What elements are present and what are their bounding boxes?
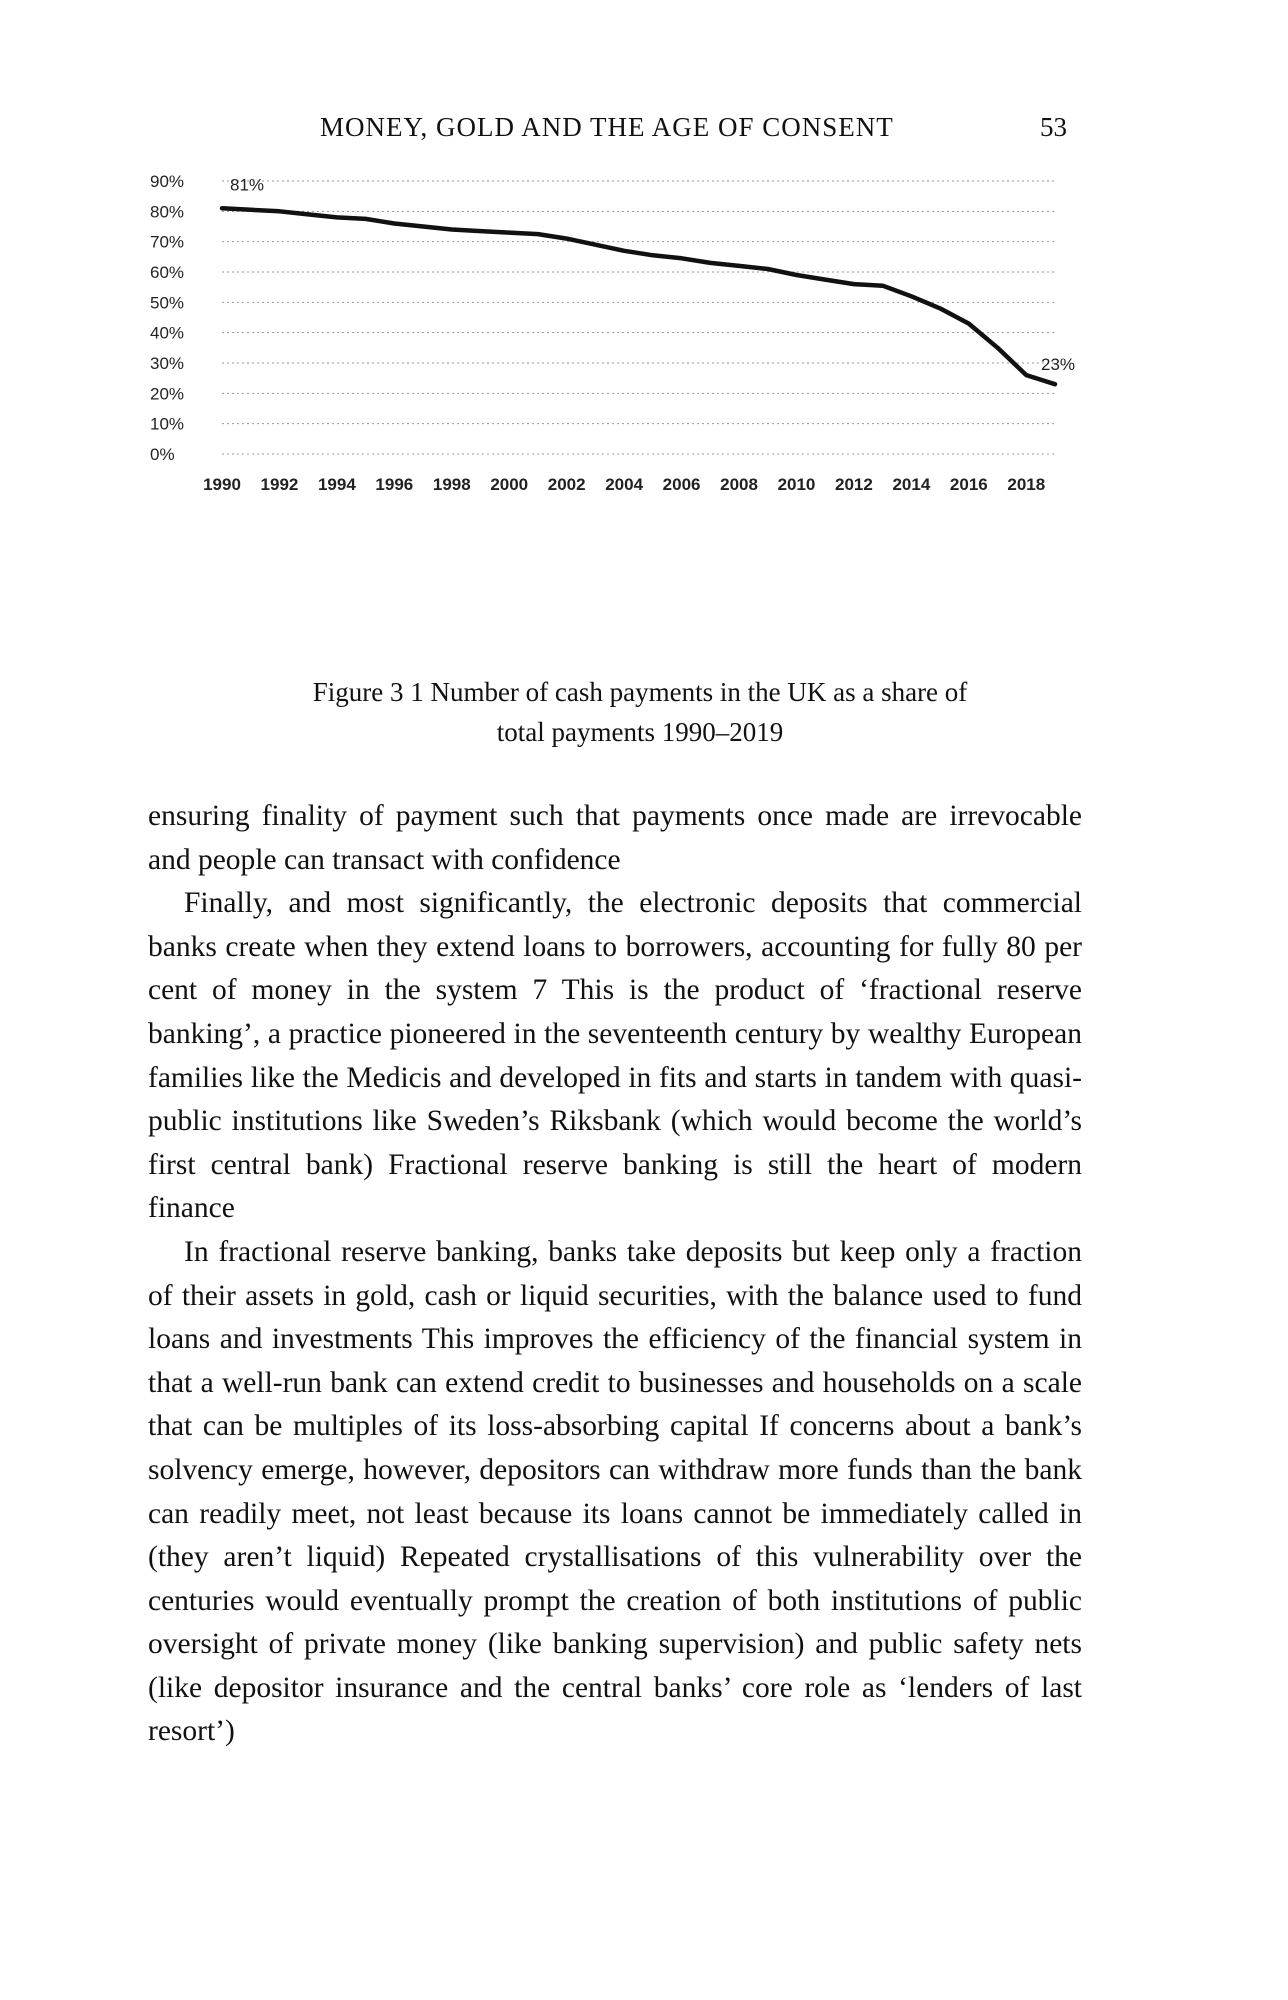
y-tick-label: 70% — [150, 232, 185, 252]
page-number: 53 — [1040, 112, 1067, 142]
running-title: MONEY, GOLD AND THE AGE OF CONSENT — [320, 112, 894, 142]
y-tick-label: 40% — [150, 323, 185, 343]
x-tick-label: 2012 — [835, 475, 873, 494]
body-text — [148, 795, 1082, 1754]
x-tick-label: 2004 — [605, 475, 644, 494]
paragraph-1: ensuring finality of payment such that payments once made are irrevocable and people can transact with confidence — [148, 800, 1082, 876]
x-tick-label: 2014 — [892, 475, 931, 494]
x-tick-label: 2008 — [720, 475, 758, 494]
annotation-label: 81% — [230, 175, 265, 195]
cash-payments-line-chart — [150, 165, 1080, 625]
figure-caption — [200, 672, 1080, 752]
running-head — [0, 112, 1288, 152]
chart-gridlines — [222, 181, 1055, 454]
annotation-label: 23% — [1041, 355, 1076, 375]
y-tick-label: 20% — [150, 384, 185, 404]
paragraph-3: In fractional reserve banking, banks take deposits but keep only a fraction of their assets in gold, cash or liquid securities, with the balance used to fund loans and investments This improves the efficiency of the financial system in that a well-run bank can extend credit to businesses and households on a scale that can be multiples of its loss-absorbing capital If concerns about a bank’s solvency emerge, however, depositors can withdraw more funds than the bank can readily meet, not least because its loans cannot be immediately called in (they aren’t liquid) Repeated crystallisations of this vulnerability over the centuries would eventually prompt the creation of both institutions of public oversight of private money (like banking supervision) and public safety nets (like depositor insurance and the central banks’ core role as ‘lenders of last resort’) — [148, 1235, 1082, 1748]
y-tick-label: 60% — [150, 263, 185, 282]
x-tick-label: 1998 — [432, 475, 471, 494]
x-tick-label: 2002 — [547, 475, 586, 494]
paragraph-2: Finally, and most significantly, the electronic deposits that commercial banks create when they extend loans to borrowers, accounting for fully 80 per cent of money in the system 7 This is the product of ‘fractional reserve banking’, a practice pioneered in the seventeenth century by wealthy European families like the Medicis and developed in fits and starts in tandem with quasi-public institutions like Sweden’s Riksbank (which would become the world’s first central bank) Fractional reserve banking is still the heart of modern finance — [148, 887, 1082, 1225]
x-tick-label: 2016 — [949, 475, 988, 494]
x-tick-label: 2010 — [777, 475, 816, 494]
caption-line-2: total payments 1990–2019 — [496, 717, 784, 747]
x-tick-label: 1996 — [375, 475, 414, 494]
y-tick-label: 10% — [150, 414, 185, 434]
x-tick-label: 2006 — [662, 475, 701, 494]
x-tick-label: 1990 — [203, 475, 241, 494]
y-axis-tick-labels — [150, 172, 184, 464]
y-tick-label: 80% — [150, 202, 185, 222]
y-tick-label: 50% — [150, 293, 185, 313]
y-tick-label: 0% — [150, 445, 175, 464]
x-tick-label: 2018 — [1007, 475, 1046, 494]
caption-line-1: Figure 3 1 Number of cash payments in the UK as a share of — [312, 677, 968, 707]
cash-share-series-line — [222, 208, 1055, 384]
chart-data-points — [222, 208, 1055, 384]
x-tick-label: 1992 — [260, 475, 299, 494]
x-tick-label: 1994 — [317, 475, 356, 494]
x-tick-label: 2000 — [490, 475, 529, 494]
y-tick-label: 90% — [150, 172, 185, 191]
chart-annotations — [230, 175, 1075, 374]
x-axis-tick-labels — [203, 475, 1045, 494]
y-tick-label: 30% — [150, 354, 185, 373]
